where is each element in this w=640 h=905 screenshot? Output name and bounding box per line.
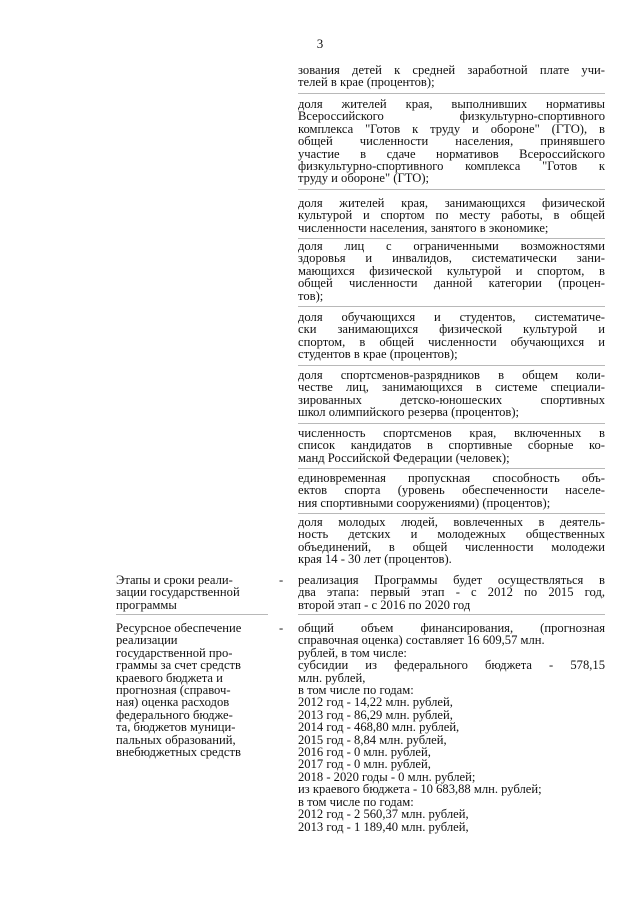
text-line: объединений, в общей численности молодежи <box>298 539 605 554</box>
row-divider <box>298 306 605 307</box>
row-divider <box>298 189 605 190</box>
text-line: млн. рублей, <box>298 670 366 685</box>
text-line: доля жителей края, занимающихся физической <box>298 196 605 210</box>
text-line: субсидии из федерального бюджета - 578,15 <box>298 658 605 673</box>
text-line: ность детских и молодежных общественных <box>298 527 605 542</box>
text-line: доля жителей края, выполнивших нормативы <box>298 97 605 111</box>
row-divider <box>298 93 605 94</box>
text-line: общей численности данной категории (процен- <box>298 276 605 291</box>
text-line: прогнозная (справоч- <box>116 683 231 698</box>
funding-text <box>298 622 605 833</box>
text-line: 2013 год - 1 189,40 млн. рублей, <box>298 819 469 834</box>
indicator-paragraph <box>298 64 605 89</box>
text-line: спортом, в общей численности обучающихся и <box>298 334 605 349</box>
indicator-paragraph <box>298 369 605 419</box>
text-line: в том числе по годам: <box>298 794 414 809</box>
indicator-paragraph <box>298 427 605 464</box>
row-divider <box>298 468 605 469</box>
row-divider <box>298 365 605 366</box>
text-line: численности населения, занятого в экономике; <box>298 220 549 235</box>
text-line: внебюджетных средств <box>116 745 241 760</box>
text-line: края 14 - 30 лет (процентов). <box>298 552 452 567</box>
text-line: честве лиц, занимающихся в системе специали- <box>298 380 605 395</box>
text-line: второй этап - с 2016 по 2020 год <box>298 597 471 612</box>
text-line: 2012 год - 14,22 млн. рублей, <box>298 695 453 710</box>
text-line: студентов в крае (процентов); <box>298 347 458 362</box>
text-line: Всероссийского физкультурно-спортивного <box>298 109 605 124</box>
indicator-paragraph <box>298 197 605 234</box>
text-line: краевого бюджета и <box>116 670 223 685</box>
text-line: программы <box>116 597 177 612</box>
text-line: два этапа: первый этап - с 2012 по 2015 год, <box>298 585 605 600</box>
dash-separator: - <box>279 573 284 587</box>
text-line: манд Российской Федерации (человек); <box>298 450 510 465</box>
text-line: граммы за счет средств <box>116 658 241 673</box>
text-line: список кандидатов в спортивные сборные ко- <box>298 438 605 453</box>
text-line: единовременная пропускная способность объ- <box>298 471 605 485</box>
indicator-paragraph <box>298 98 605 185</box>
indicator-paragraph <box>298 516 605 566</box>
text-line: в том числе по годам: <box>298 683 414 698</box>
page-number: 3 <box>316 36 324 51</box>
text-line: реализации <box>116 633 178 648</box>
text-line: физкультурно-спортивного комплекса "Готов к <box>298 159 605 174</box>
row-divider <box>298 614 605 615</box>
text-line: Этапы и сроки реали- <box>116 573 233 587</box>
text-line: мающихся физической культурой и спортом, в <box>298 263 605 278</box>
text-line: ектов спорта (уровень обеспеченности населе- <box>298 483 605 498</box>
text-line: культурой и спортом по месту работы, в общей <box>298 208 605 223</box>
funding-label <box>116 622 266 758</box>
text-line: участие в сдаче нормативов Всероссийского <box>298 146 605 161</box>
text-line: школ олимпийского резерва (процентов); <box>298 405 520 420</box>
indicator-paragraph <box>298 240 605 302</box>
text-line: 2015 год - 8,84 млн. рублей, <box>298 732 447 747</box>
text-line: доля молодых людей, вовлеченных в деятель- <box>298 515 605 529</box>
text-line: доля лиц с ограниченными возможностями <box>298 239 605 253</box>
text-line: та, бюджетов муници- <box>116 720 236 735</box>
text-line: ная) оценка расходов <box>116 695 230 710</box>
text-line: общий объем финансирования, (прогнозная <box>298 621 605 635</box>
text-line: телей в крае (процентов); <box>298 75 435 90</box>
text-line: 2012 год - 2 560,37 млн. рублей, <box>298 807 469 822</box>
text-line: численность спортсменов края, включенных в <box>298 426 605 440</box>
text-line: Ресурсное обеспечение <box>116 621 242 635</box>
text-line: из краевого бюджета - 10 683,88 млн. рублей; <box>298 782 542 797</box>
text-line: тов); <box>298 288 324 303</box>
text-line: зования детей к средней заработной плате учи- <box>298 63 605 77</box>
text-line: зации государственной <box>116 585 240 600</box>
indicator-paragraph <box>298 311 605 361</box>
text-line: федерального бюдже- <box>116 707 233 722</box>
text-line: пальных образований, <box>116 732 236 747</box>
text-line: комплекса "Готов к труду и обороне" (ГТО), в <box>298 121 605 136</box>
indicator-paragraph <box>298 472 605 509</box>
text-line: 2018 - 2020 годы - 0 млн. рублей; <box>298 769 476 784</box>
row-divider <box>116 614 268 615</box>
text-line: общей численности населения, принявшего <box>298 134 605 149</box>
text-line: труду и обороне" (ГТО); <box>298 171 430 186</box>
text-line: доля спортсменов-разрядников в общем коли- <box>298 368 605 382</box>
text-line: доля обучающихся и студентов, систематиче- <box>298 310 605 324</box>
text-line: здоровья и инвалидов, систематически зани- <box>298 251 605 266</box>
stages-label <box>116 574 266 611</box>
dash-separator: - <box>279 621 284 635</box>
text-line: зированных детско-юношеских спортивных <box>298 392 605 407</box>
stages-text <box>298 574 605 611</box>
text-line: ния спортивными сооружениями) (процентов); <box>298 495 551 510</box>
text-line: 2017 год - 0 млн. рублей, <box>298 757 431 772</box>
row-divider <box>298 423 605 424</box>
text-line: справочная оценка) составляет 16 609,57 млн. <box>298 633 545 648</box>
text-line: государственной про- <box>116 645 233 660</box>
text-line: 2013 год - 86,29 млн. рублей, <box>298 707 453 722</box>
text-line: 2014 год - 468,80 млн. рублей, <box>298 720 460 735</box>
text-line: реализация Программы будет осуществляться в <box>298 573 605 587</box>
text-line: 2016 год - 0 млн. рублей, <box>298 745 431 760</box>
text-line: рублей, в том числе: <box>298 645 407 660</box>
text-line: ски занимающихся физической культурой и <box>298 322 605 337</box>
